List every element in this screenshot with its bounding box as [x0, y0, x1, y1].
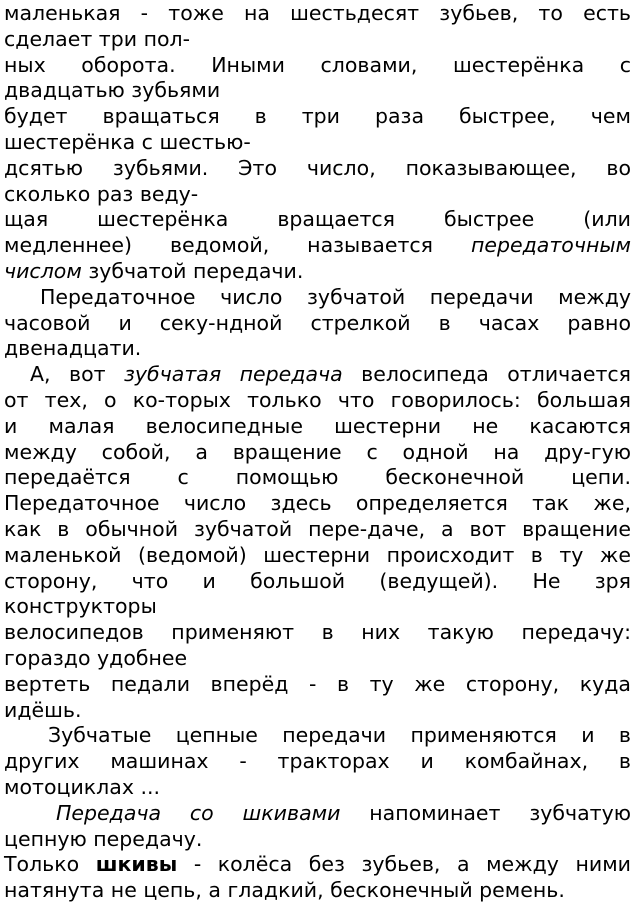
text-run: А, вот — [30, 362, 124, 387]
text-line — [4, 27, 631, 53]
text-line — [4, 775, 631, 801]
text-line — [4, 78, 631, 104]
text-run: от тех, о ко-торых только что говорилось: большая — [4, 387, 631, 412]
text-line — [4, 414, 631, 440]
text-run: между собой, а вращение с одной на дру-гую — [4, 439, 631, 464]
text-line — [4, 362, 631, 388]
text-run: других машинах - тракторах и комбайнах, в — [4, 749, 631, 774]
text-line — [4, 388, 631, 414]
text-line — [4, 233, 631, 259]
text-line — [4, 672, 631, 698]
text-run: шестерёнка с шестью- — [4, 129, 251, 154]
text-line — [4, 130, 631, 156]
text-line — [4, 285, 631, 311]
text-line — [4, 594, 631, 620]
text-line — [4, 491, 631, 517]
text-line — [4, 207, 631, 233]
text-run: сколько раз веду- — [4, 181, 199, 206]
italic-term: зубчатая передача — [124, 362, 343, 387]
text-line — [4, 336, 631, 362]
text-run: как в обычной зубчатой пере-даче, а вот вращение — [4, 516, 631, 541]
text-line — [4, 465, 631, 491]
text-line — [4, 878, 631, 904]
document-text — [4, 1, 631, 904]
text-run: мотоциклах ... — [4, 774, 161, 799]
text-run: часовой и секу-ндной стрелкой в часах равно — [4, 310, 631, 335]
text-line — [4, 517, 631, 543]
text-line — [4, 182, 631, 208]
text-line — [4, 440, 631, 466]
text-run: велосипеда отличается — [342, 362, 631, 387]
text-run: будет вращаться в три раза быстрее, чем — [4, 104, 631, 129]
text-line — [4, 259, 631, 285]
text-run: зубчатой передачи. — [81, 258, 304, 283]
text-line — [4, 749, 631, 775]
text-run: конструкторы — [4, 594, 157, 619]
text-line — [4, 53, 631, 79]
text-run: дсятью зубьями. Это число, показывающее, во — [4, 155, 631, 180]
text-run: Передаточное число зубчатой передачи между — [40, 284, 631, 309]
text-run: идёшь. — [4, 697, 82, 722]
text-run: натянута не цепь, а гладкий, бесконечный ремень. — [4, 878, 565, 903]
text-line — [4, 104, 631, 130]
text-run: ных оборота. Иными словами, шестерёнка с — [4, 52, 631, 77]
bold-term: шкивы — [95, 852, 178, 877]
text-run: маленькая - тоже на шестьдесят зубьев, то есть — [4, 1, 631, 25]
text-run: и малая велосипедные шестерни не касаются — [4, 413, 631, 438]
text-run: сделает три пол- — [4, 26, 191, 51]
text-run: велосипедов применяют в них такую передачу: — [4, 620, 631, 645]
text-line — [4, 1, 631, 27]
text-line — [4, 723, 631, 749]
text-line — [4, 543, 631, 569]
text-run: маленькой (ведомой) шестерни происходит в ту же — [4, 542, 631, 567]
text-run: передаётся с помощью бесконечной цепи. — [4, 465, 631, 490]
italic-term: Передача со шкивами — [56, 800, 341, 825]
text-line — [4, 852, 631, 878]
text-run: напоминает зубчатую — [340, 800, 631, 825]
text-line — [4, 620, 631, 646]
text-run: двенадцати. — [4, 336, 142, 361]
text-run: двадцатью зубьями — [4, 78, 221, 103]
italic-term: числом — [4, 258, 82, 283]
text-line — [4, 646, 631, 672]
text-run: сторону, что и большой (ведущей). Не зря — [4, 568, 631, 593]
italic-term: передаточным — [470, 233, 631, 258]
text-line — [4, 156, 631, 182]
text-run: цепную передачу. — [4, 826, 203, 851]
text-run: вертеть педали вперёд - в ту же сторону, куда — [4, 671, 631, 696]
text-run: Передаточное число здесь определяется так же, — [4, 491, 631, 516]
text-line — [4, 569, 631, 595]
text-run: - колёса без зубьев, а между ними — [177, 852, 631, 877]
text-line — [4, 698, 631, 724]
text-line — [4, 827, 631, 853]
text-run: Только — [4, 852, 96, 877]
text-line — [4, 801, 631, 827]
text-run: медленнее) ведомой, называется — [4, 233, 471, 258]
text-run: щая шестерёнка вращается быстрее (или — [4, 207, 631, 232]
text-line — [4, 311, 631, 337]
text-run: Зубчатые цепные передачи применяются и в — [48, 723, 631, 748]
text-run: гораздо удобнее — [4, 645, 188, 670]
